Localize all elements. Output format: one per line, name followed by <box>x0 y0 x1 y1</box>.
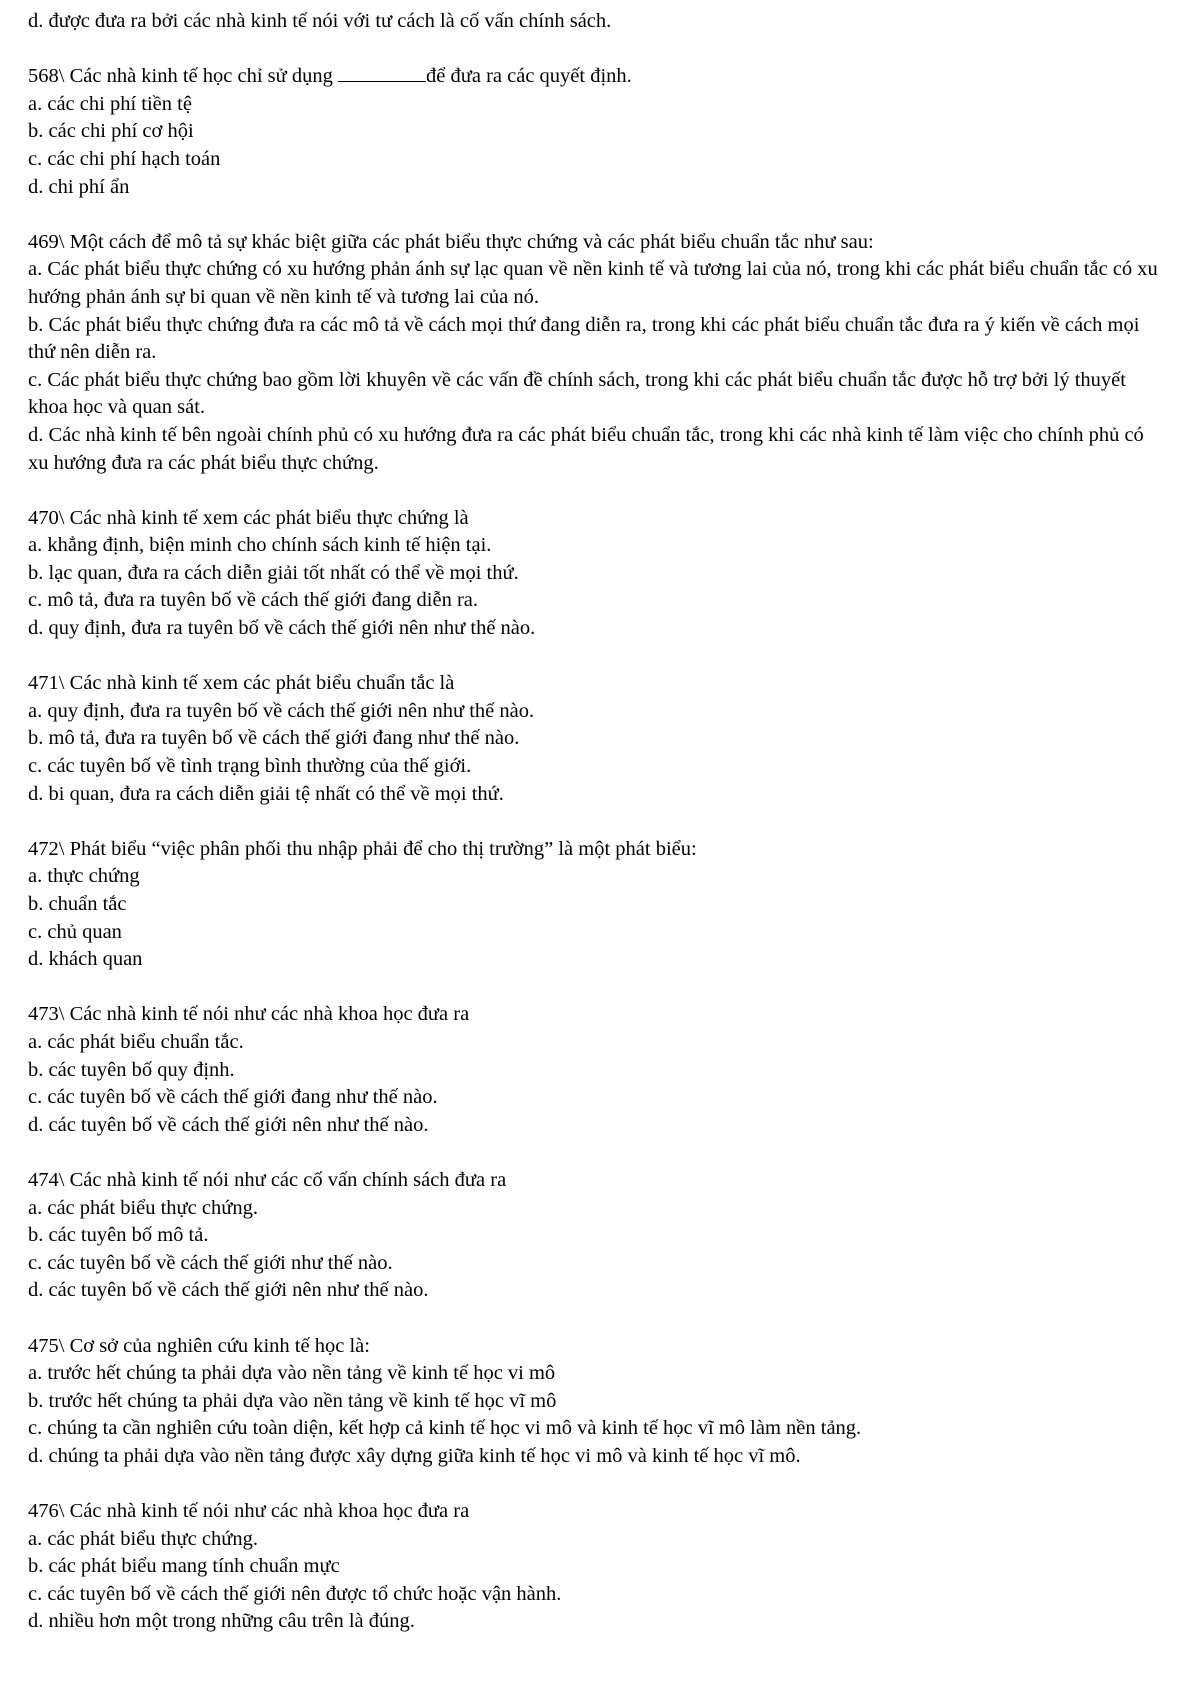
option-b: b. mô tả, đưa ra tuyên bố về cách thế giới đang như thế nào. <box>28 727 520 750</box>
answer-blank <box>338 63 426 82</box>
option-c: c. các tuyên bố về cách thế giới đang như thế nào. <box>28 1086 438 1109</box>
option-d: d. nhiều hơn một trong những câu trên là đúng. <box>28 1610 415 1633</box>
option-d: d. chi phí ẩn <box>28 175 130 198</box>
question-471 <box>28 670 1168 808</box>
option-c: c. các tuyên bố về tình trạng bình thường của thế giới. <box>28 755 472 778</box>
option-b: b. các tuyên bố quy định. <box>28 1058 235 1081</box>
question-473 <box>28 1001 1168 1139</box>
option-a: a. các phát biểu thực chứng. <box>28 1196 258 1219</box>
question-stem: 471\ Các nhà kinh tế xem các phát biểu chuẩn tắc là <box>28 672 455 695</box>
option-a: a. quy định, đưa ra tuyên bố về cách thế giới nên như thế nào. <box>28 699 535 722</box>
question-472 <box>28 836 1168 974</box>
question-stem: 475\ Cơ sở của nghiên cứu kinh tế học là: <box>28 1334 370 1357</box>
option-d: d. được đưa ra bởi các nhà kinh tế nói với tư cách là cố vấn chính sách. <box>28 10 612 32</box>
option-b: b. Các phát biểu thực chứng đưa ra các mô tả về cách mọi thứ đang diễn ra, trong khi các phát biểu chuẩn tắc đưa ra ý kiến về cách mọi thứ nên diễn ra. <box>28 313 1140 364</box>
option-c: c. chúng ta cần nghiên cứu toàn diện, kết hợp cả kinh tế học vi mô và kinh tế học vĩ mô làm nền tảng. <box>28 1417 862 1440</box>
option-a: a. trước hết chúng ta phải dựa vào nền tảng về kinh tế học vi mô <box>28 1362 556 1385</box>
option-d: d. các tuyên bố về cách thế giới nên như thế nào. <box>28 1113 429 1136</box>
option-b: b. lạc quan, đưa ra cách diễn giải tốt nhất có thể về mọi thứ. <box>28 561 519 584</box>
question-stem: 474\ Các nhà kinh tế nói như các cố vấn chính sách đưa ra <box>28 1168 507 1191</box>
question-stem: 470\ Các nhà kinh tế xem các phát biểu thực chứng là <box>28 506 469 529</box>
option-b: b. các chi phí cơ hội <box>28 120 194 143</box>
option-d: d. bi quan, đưa ra cách diễn giải tệ nhất có thể về mọi thứ. <box>28 782 504 805</box>
option-c: c. chủ quan <box>28 920 122 943</box>
question-475 <box>28 1333 1168 1471</box>
lead-fragment <box>28 8 1168 36</box>
option-d: d. Các nhà kinh tế bên ngoài chính phủ có xu hướng đưa ra các phát biểu chuẩn tắc, trong khi các nhà kinh tế làm việc cho chính phủ có xu hướng đưa ra các phát biểu thực chứng. <box>28 423 1144 474</box>
option-b: b. trước hết chúng ta phải dựa vào nền tảng về kinh tế học vĩ mô <box>28 1389 557 1412</box>
option-b: b. các tuyên bố mô tả. <box>28 1224 209 1247</box>
question-stem: 469\ Một cách để mô tả sự khác biệt giữa các phát biểu thực chứng và các phát biểu chuẩn tắc như sau: <box>28 230 874 253</box>
option-a: a. các phát biểu chuẩn tắc. <box>28 1030 244 1053</box>
stem-text-before-blank: 568\ Các nhà kinh tế học chỉ sử dụng <box>28 65 339 88</box>
option-c: c. mô tả, đưa ra tuyên bố về cách thế giới đang diễn ra. <box>28 589 479 612</box>
question-470 <box>28 505 1168 643</box>
option-b: b. chuẩn tắc <box>28 893 127 915</box>
option-a: a. các chi phí tiền tệ <box>28 92 192 115</box>
option-b: b. các phát biểu mang tính chuẩn mực <box>28 1555 340 1578</box>
question-476 <box>28 1498 1168 1636</box>
question-568 <box>28 63 1168 201</box>
option-c: c. các chi phí hạch toán <box>28 147 221 170</box>
stem-text-after-blank: để đưa ra các quyết định. <box>426 65 632 88</box>
question-stem: 476\ Các nhà kinh tế nói như các nhà khoa học đưa ra <box>28 1500 470 1523</box>
question-469 <box>28 229 1168 477</box>
option-d: d. các tuyên bố về cách thế giới nên như thế nào. <box>28 1279 429 1302</box>
question-stem: 473\ Các nhà kinh tế nói như các nhà khoa học đưa ra <box>28 1003 470 1026</box>
document-page <box>28 8 1168 1636</box>
option-a: a. thực chứng <box>28 865 140 888</box>
option-a: a. các phát biểu thực chứng. <box>28 1527 258 1550</box>
option-d: d. quy định, đưa ra tuyên bố về cách thế giới nên như thế nào. <box>28 617 536 640</box>
question-474 <box>28 1167 1168 1305</box>
option-d: d. chúng ta phải dựa vào nền tảng được xây dựng giữa kinh tế học vi mô và kinh tế học vĩ mô. <box>28 1444 801 1467</box>
question-stem: 472\ Phát biểu “việc phân phối thu nhập phải để cho thị trường” là một phát biểu: <box>28 837 697 860</box>
option-a: a. Các phát biểu thực chứng có xu hướng phản ánh sự lạc quan về nền kinh tế và tương lai của nó, trong khi các phát biểu chuẩn tắc có xu hướng phản ánh sự bi quan về nền kinh tế và tương lai của nó. <box>28 258 1158 308</box>
option-c: c. các tuyên bố về cách thế giới như thế nào. <box>28 1251 393 1274</box>
question-stem <box>28 63 1168 91</box>
option-c: c. Các phát biểu thực chứng bao gồm lời khuyên về các vấn đề chính sách, trong khi các phát biểu chuẩn tắc được hỗ trợ bởi lý thuyết khoa học và quan sát. <box>28 368 1126 419</box>
option-c: c. các tuyên bố về cách thế giới nên được tổ chức hoặc vận hành. <box>28 1582 562 1605</box>
option-a: a. khẳng định, biện minh cho chính sách kinh tế hiện tại. <box>28 534 492 557</box>
option-d: d. khách quan <box>28 948 143 971</box>
